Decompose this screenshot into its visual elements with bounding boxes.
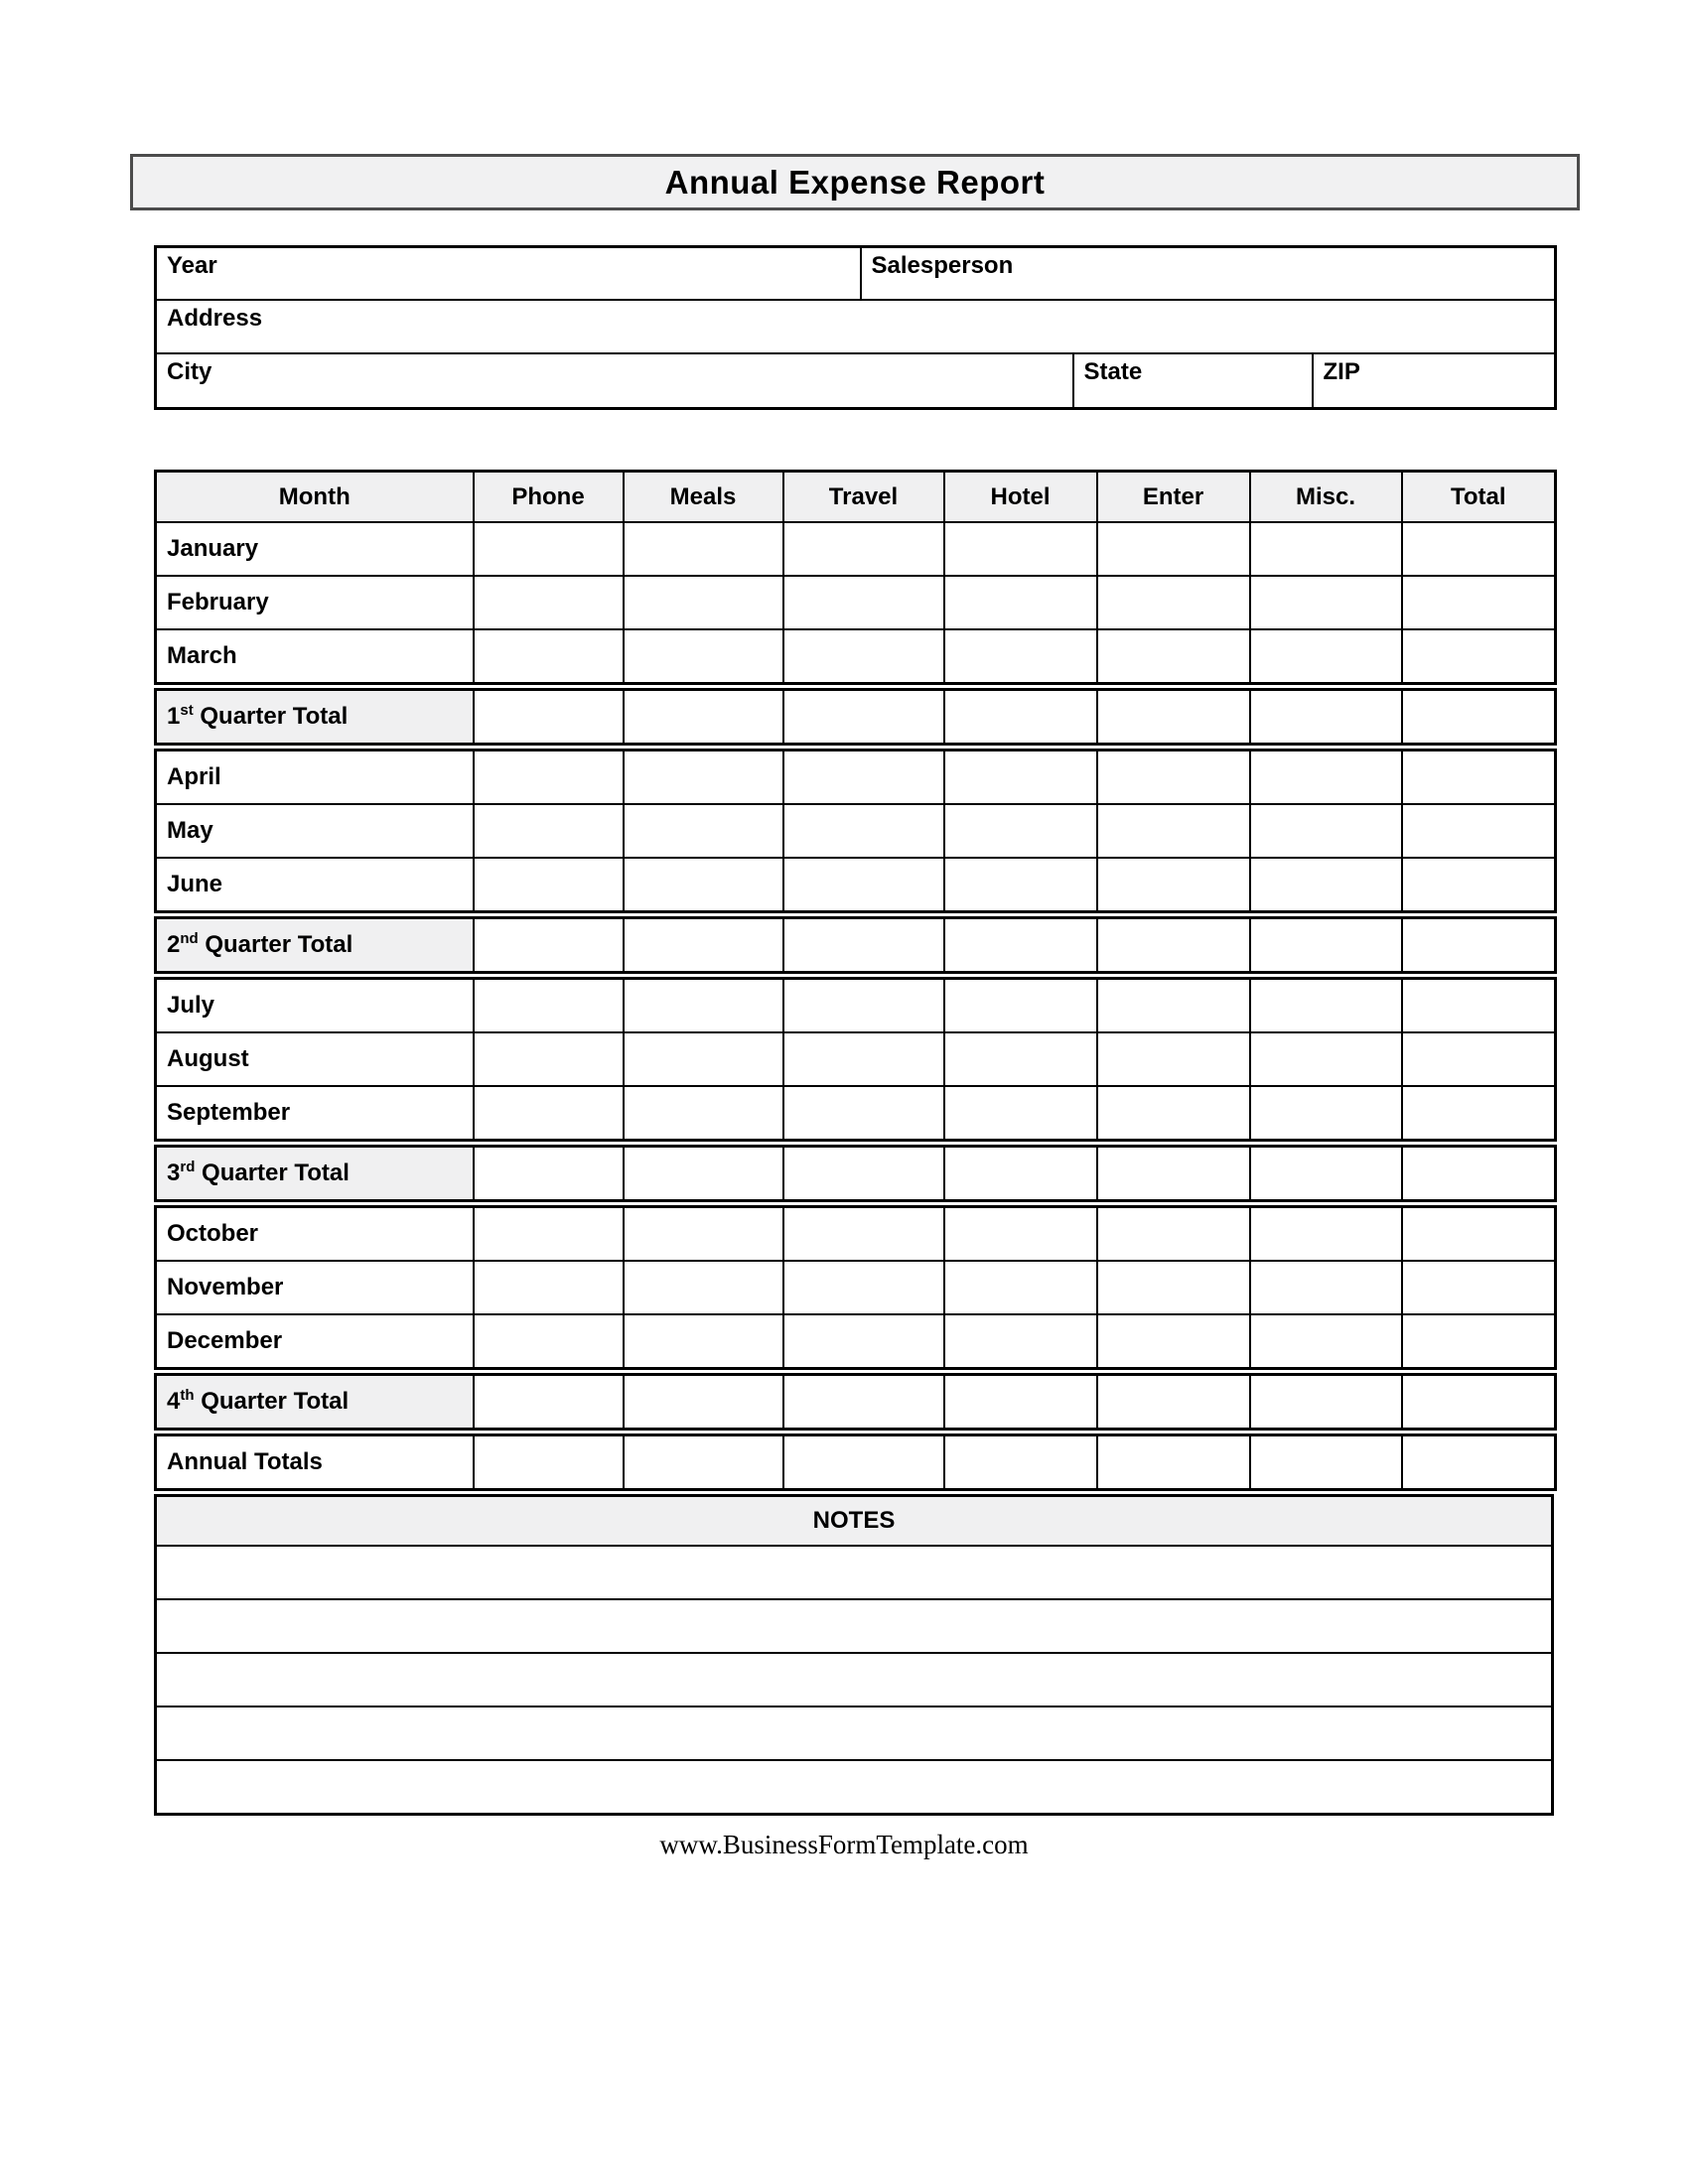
- expense-cell-annual-totals-total[interactable]: [1402, 1435, 1556, 1490]
- expense-cell-june-travel[interactable]: [783, 858, 944, 912]
- table-row-3rd-quarter-total: [156, 1147, 1556, 1201]
- table-row-june: [156, 858, 1556, 912]
- expense-cell-1st-quarter-total-misc[interactable]: [1250, 690, 1402, 745]
- expense-cell-november-enter[interactable]: [1097, 1261, 1250, 1314]
- expense-cell-annual-totals-travel[interactable]: [783, 1435, 944, 1490]
- expense-cell-september-phone[interactable]: [474, 1086, 624, 1141]
- year-field[interactable]: [156, 247, 861, 301]
- expense-cell-august-travel[interactable]: [783, 1032, 944, 1086]
- salesperson-field[interactable]: [861, 247, 1556, 301]
- expense-cell-march-phone[interactable]: [474, 629, 624, 684]
- expense-cell-october-misc[interactable]: [1250, 1207, 1402, 1262]
- expense-cell-january-total[interactable]: [1402, 522, 1556, 576]
- expense-cell-september-enter[interactable]: [1097, 1086, 1250, 1141]
- expense-table-block-8: [154, 1373, 1557, 1431]
- expense-cell-september-travel[interactable]: [783, 1086, 944, 1141]
- table-row-july: [156, 979, 1556, 1033]
- expense-cell-3rd-quarter-total-meals[interactable]: [624, 1147, 783, 1201]
- column-header-enter: Enter: [1097, 472, 1250, 523]
- notes-line-row-2: [156, 1599, 1553, 1653]
- expense-cell-november-phone[interactable]: [474, 1261, 624, 1314]
- expense-cell-december-hotel[interactable]: [944, 1314, 1097, 1369]
- row-label-january: January: [156, 522, 474, 576]
- table-row-april: [156, 751, 1556, 805]
- expense-cell-january-misc[interactable]: [1250, 522, 1402, 576]
- table-row-november: [156, 1261, 1556, 1314]
- expense-cell-4th-quarter-total-meals[interactable]: [624, 1375, 783, 1430]
- expense-cell-february-meals[interactable]: [624, 576, 783, 629]
- row-label-october: October: [156, 1207, 474, 1262]
- expense-cell-3rd-quarter-total-enter[interactable]: [1097, 1147, 1250, 1201]
- expense-cell-february-misc[interactable]: [1250, 576, 1402, 629]
- expense-cell-3rd-quarter-total-misc[interactable]: [1250, 1147, 1402, 1201]
- expense-cell-january-travel[interactable]: [783, 522, 944, 576]
- expense-cell-april-enter[interactable]: [1097, 751, 1250, 805]
- expense-cell-july-hotel[interactable]: [944, 979, 1097, 1033]
- expense-cell-june-hotel[interactable]: [944, 858, 1097, 912]
- table-row-march: [156, 629, 1556, 684]
- row-label-june: June: [156, 858, 474, 912]
- city-field[interactable]: [156, 353, 1073, 409]
- expense-cell-may-phone[interactable]: [474, 804, 624, 858]
- table-row-january: [156, 522, 1556, 576]
- row-label-2nd-quarter-total: 2nd Quarter Total: [156, 918, 474, 973]
- expense-cell-july-enter[interactable]: [1097, 979, 1250, 1033]
- expense-cell-june-meals[interactable]: [624, 858, 783, 912]
- column-header-phone: Phone: [474, 472, 624, 523]
- expense-cell-annual-totals-meals[interactable]: [624, 1435, 783, 1490]
- expense-cell-1st-quarter-total-total[interactable]: [1402, 690, 1556, 745]
- table-row-1st-quarter-total: [156, 690, 1556, 745]
- expense-table-block-7: [154, 1205, 1557, 1370]
- expense-cell-march-travel[interactable]: [783, 629, 944, 684]
- row-label-september: September: [156, 1086, 474, 1141]
- expense-cell-october-meals[interactable]: [624, 1207, 783, 1262]
- expense-cell-october-phone[interactable]: [474, 1207, 624, 1262]
- ordinal-superscript: st: [180, 702, 194, 719]
- expense-cell-3rd-quarter-total-hotel[interactable]: [944, 1147, 1097, 1201]
- table-row-4th-quarter-total: [156, 1375, 1556, 1430]
- row-label-july: July: [156, 979, 474, 1033]
- column-header-meals: Meals: [624, 472, 783, 523]
- expense-cell-may-enter[interactable]: [1097, 804, 1250, 858]
- table-row-may: [156, 804, 1556, 858]
- expense-cell-april-misc[interactable]: [1250, 751, 1402, 805]
- table-row-december: [156, 1314, 1556, 1369]
- table-row-august: [156, 1032, 1556, 1086]
- expense-cell-june-total[interactable]: [1402, 858, 1556, 912]
- zip-label: ZIP: [1323, 358, 1360, 385]
- notes-line-row-4: [156, 1706, 1553, 1760]
- expense-cell-april-travel[interactable]: [783, 751, 944, 805]
- address-field[interactable]: [156, 300, 1556, 353]
- expense-cell-february-hotel[interactable]: [944, 576, 1097, 629]
- expense-table-block-1: [154, 470, 1557, 685]
- state-field[interactable]: [1073, 353, 1313, 409]
- expense-cell-2nd-quarter-total-hotel[interactable]: [944, 918, 1097, 973]
- expense-cell-september-meals[interactable]: [624, 1086, 783, 1141]
- notes-line-row-1: [156, 1546, 1553, 1599]
- expense-cell-march-meals[interactable]: [624, 629, 783, 684]
- expense-cell-4th-quarter-total-phone[interactable]: [474, 1375, 624, 1430]
- expense-cell-january-enter[interactable]: [1097, 522, 1250, 576]
- expense-cell-november-meals[interactable]: [624, 1261, 783, 1314]
- expense-cell-4th-quarter-total-enter[interactable]: [1097, 1375, 1250, 1430]
- expense-cell-annual-totals-phone[interactable]: [474, 1435, 624, 1490]
- expense-cell-1st-quarter-total-enter[interactable]: [1097, 690, 1250, 745]
- expense-cell-4th-quarter-total-travel[interactable]: [783, 1375, 944, 1430]
- row-label-annual-totals: Annual Totals: [156, 1435, 474, 1490]
- address-label: Address: [167, 305, 263, 332]
- row-label-april: April: [156, 751, 474, 805]
- expense-cell-april-hotel[interactable]: [944, 751, 1097, 805]
- expense-table-block-4: [154, 916, 1557, 974]
- expense-cell-4th-quarter-total-misc[interactable]: [1250, 1375, 1402, 1430]
- row-label-august: August: [156, 1032, 474, 1086]
- expense-cell-november-travel[interactable]: [783, 1261, 944, 1314]
- expense-cell-2nd-quarter-total-total[interactable]: [1402, 918, 1556, 973]
- expense-cell-november-hotel[interactable]: [944, 1261, 1097, 1314]
- expense-cell-may-misc[interactable]: [1250, 804, 1402, 858]
- expense-cell-october-total[interactable]: [1402, 1207, 1556, 1262]
- notes-header: NOTES: [156, 1496, 1553, 1547]
- year-label: Year: [167, 252, 217, 279]
- expense-cell-3rd-quarter-total-total[interactable]: [1402, 1147, 1556, 1201]
- expense-table-block-2: [154, 688, 1557, 746]
- expense-cell-december-phone[interactable]: [474, 1314, 624, 1369]
- table-row-february: [156, 576, 1556, 629]
- form-title-bar: [130, 154, 1580, 210]
- expense-cell-1st-quarter-total-phone[interactable]: [474, 690, 624, 745]
- row-label-1st-quarter-total: 1st Quarter Total: [156, 690, 474, 745]
- expense-cell-march-total[interactable]: [1402, 629, 1556, 684]
- expense-cell-june-phone[interactable]: [474, 858, 624, 912]
- state-label: State: [1083, 358, 1143, 385]
- column-header-misc: Misc.: [1250, 472, 1402, 523]
- expense-cell-3rd-quarter-total-phone[interactable]: [474, 1147, 624, 1201]
- expense-cell-1st-quarter-total-meals[interactable]: [624, 690, 783, 745]
- expense-cell-april-total[interactable]: [1402, 751, 1556, 805]
- notes-line-3[interactable]: [156, 1653, 1553, 1706]
- expense-cell-november-misc[interactable]: [1250, 1261, 1402, 1314]
- table-row-annual-totals: [156, 1435, 1556, 1490]
- expense-cell-2nd-quarter-total-meals[interactable]: [624, 918, 783, 973]
- expense-cell-february-enter[interactable]: [1097, 576, 1250, 629]
- row-label-november: November: [156, 1261, 474, 1314]
- expense-cell-annual-totals-hotel[interactable]: [944, 1435, 1097, 1490]
- expense-cell-march-hotel[interactable]: [944, 629, 1097, 684]
- expense-cell-february-phone[interactable]: [474, 576, 624, 629]
- expense-cell-august-total[interactable]: [1402, 1032, 1556, 1086]
- expense-cell-2nd-quarter-total-phone[interactable]: [474, 918, 624, 973]
- contact-info-table: [154, 245, 1557, 410]
- row-label-3rd-quarter-total: 3rd Quarter Total: [156, 1147, 474, 1201]
- expense-cell-august-misc[interactable]: [1250, 1032, 1402, 1086]
- expense-cell-october-enter[interactable]: [1097, 1207, 1250, 1262]
- notes-line-row-3: [156, 1653, 1553, 1706]
- row-label-march: March: [156, 629, 474, 684]
- expense-cell-december-travel[interactable]: [783, 1314, 944, 1369]
- expense-cell-2nd-quarter-total-travel[interactable]: [783, 918, 944, 973]
- page-title: Annual Expense Report: [664, 163, 1046, 201]
- table-row-2nd-quarter-total: [156, 918, 1556, 973]
- expense-cell-january-hotel[interactable]: [944, 522, 1097, 576]
- expense-cell-october-hotel[interactable]: [944, 1207, 1097, 1262]
- expense-cell-may-total[interactable]: [1402, 804, 1556, 858]
- expense-table: [154, 470, 1554, 1816]
- expense-cell-august-hotel[interactable]: [944, 1032, 1097, 1086]
- ordinal-superscript: nd: [180, 930, 199, 947]
- notes-line-row-5: [156, 1760, 1553, 1815]
- expense-cell-july-phone[interactable]: [474, 979, 624, 1033]
- expense-cell-may-meals[interactable]: [624, 804, 783, 858]
- expense-cell-february-total[interactable]: [1402, 576, 1556, 629]
- zip-field[interactable]: [1313, 353, 1556, 409]
- expense-cell-september-total[interactable]: [1402, 1086, 1556, 1141]
- expense-table-block-6: [154, 1145, 1557, 1202]
- expense-cell-may-travel[interactable]: [783, 804, 944, 858]
- expense-cell-april-phone[interactable]: [474, 751, 624, 805]
- expense-cell-november-total[interactable]: [1402, 1261, 1556, 1314]
- expense-cell-may-hotel[interactable]: [944, 804, 1097, 858]
- row-label-february: February: [156, 576, 474, 629]
- expense-cell-january-meals[interactable]: [624, 522, 783, 576]
- expense-cell-june-enter[interactable]: [1097, 858, 1250, 912]
- expense-cell-december-enter[interactable]: [1097, 1314, 1250, 1369]
- salesperson-label: Salesperson: [871, 252, 1014, 279]
- column-header-hotel: Hotel: [944, 472, 1097, 523]
- row-label-may: May: [156, 804, 474, 858]
- expense-cell-april-meals[interactable]: [624, 751, 783, 805]
- expense-cell-2nd-quarter-total-misc[interactable]: [1250, 918, 1402, 973]
- expense-cell-july-misc[interactable]: [1250, 979, 1402, 1033]
- table-row-september: [156, 1086, 1556, 1141]
- notes-header-row: [156, 1496, 1553, 1547]
- expense-cell-august-meals[interactable]: [624, 1032, 783, 1086]
- expense-cell-2nd-quarter-total-enter[interactable]: [1097, 918, 1250, 973]
- expense-cell-july-meals[interactable]: [624, 979, 783, 1033]
- expense-cell-september-hotel[interactable]: [944, 1086, 1097, 1141]
- expense-cell-1st-quarter-total-hotel[interactable]: [944, 690, 1097, 745]
- info-row-address: [156, 300, 1556, 353]
- expense-cell-1st-quarter-total-travel[interactable]: [783, 690, 944, 745]
- expense-cell-4th-quarter-total-hotel[interactable]: [944, 1375, 1097, 1430]
- info-row-year-salesperson: [156, 247, 1556, 301]
- expense-cell-august-enter[interactable]: [1097, 1032, 1250, 1086]
- expense-cell-august-phone[interactable]: [474, 1032, 624, 1086]
- column-header-month: Month: [156, 472, 474, 523]
- expense-cell-july-total[interactable]: [1402, 979, 1556, 1033]
- expense-cell-december-total[interactable]: [1402, 1314, 1556, 1369]
- city-label: City: [167, 358, 212, 385]
- expense-table-block-3: [154, 749, 1557, 913]
- info-row-city-state-zip: [156, 353, 1556, 409]
- expense-table-block-5: [154, 977, 1557, 1142]
- expense-cell-december-meals[interactable]: [624, 1314, 783, 1369]
- expense-cell-july-travel[interactable]: [783, 979, 944, 1033]
- column-header-travel: Travel: [783, 472, 944, 523]
- expense-cell-january-phone[interactable]: [474, 522, 624, 576]
- notes-line-5[interactable]: [156, 1760, 1553, 1815]
- expense-cell-march-enter[interactable]: [1097, 629, 1250, 684]
- expense-cell-3rd-quarter-total-travel[interactable]: [783, 1147, 944, 1201]
- row-label-december: December: [156, 1314, 474, 1369]
- expense-cell-annual-totals-enter[interactable]: [1097, 1435, 1250, 1490]
- expense-cell-march-misc[interactable]: [1250, 629, 1402, 684]
- table-row-october: [156, 1207, 1556, 1262]
- expense-cell-september-misc[interactable]: [1250, 1086, 1402, 1141]
- ordinal-superscript: rd: [180, 1159, 196, 1175]
- row-label-4th-quarter-total: 4th Quarter Total: [156, 1375, 474, 1430]
- expense-cell-june-misc[interactable]: [1250, 858, 1402, 912]
- expense-cell-february-travel[interactable]: [783, 576, 944, 629]
- expense-cell-october-travel[interactable]: [783, 1207, 944, 1262]
- notes-section: [154, 1494, 1554, 1816]
- expense-cell-december-misc[interactable]: [1250, 1314, 1402, 1369]
- footer: [0, 1830, 1688, 1860]
- expense-table-header-row: [156, 472, 1556, 523]
- footer-url: www.BusinessFormTemplate.com: [659, 1830, 1029, 1859]
- ordinal-superscript: th: [180, 1387, 195, 1404]
- notes-line-1[interactable]: [156, 1546, 1553, 1599]
- notes-line-4[interactable]: [156, 1706, 1553, 1760]
- column-header-total: Total: [1402, 472, 1556, 523]
- expense-cell-annual-totals-misc[interactable]: [1250, 1435, 1402, 1490]
- expense-cell-4th-quarter-total-total[interactable]: [1402, 1375, 1556, 1430]
- expense-table-block-9: [154, 1433, 1557, 1491]
- notes-line-2[interactable]: [156, 1599, 1553, 1653]
